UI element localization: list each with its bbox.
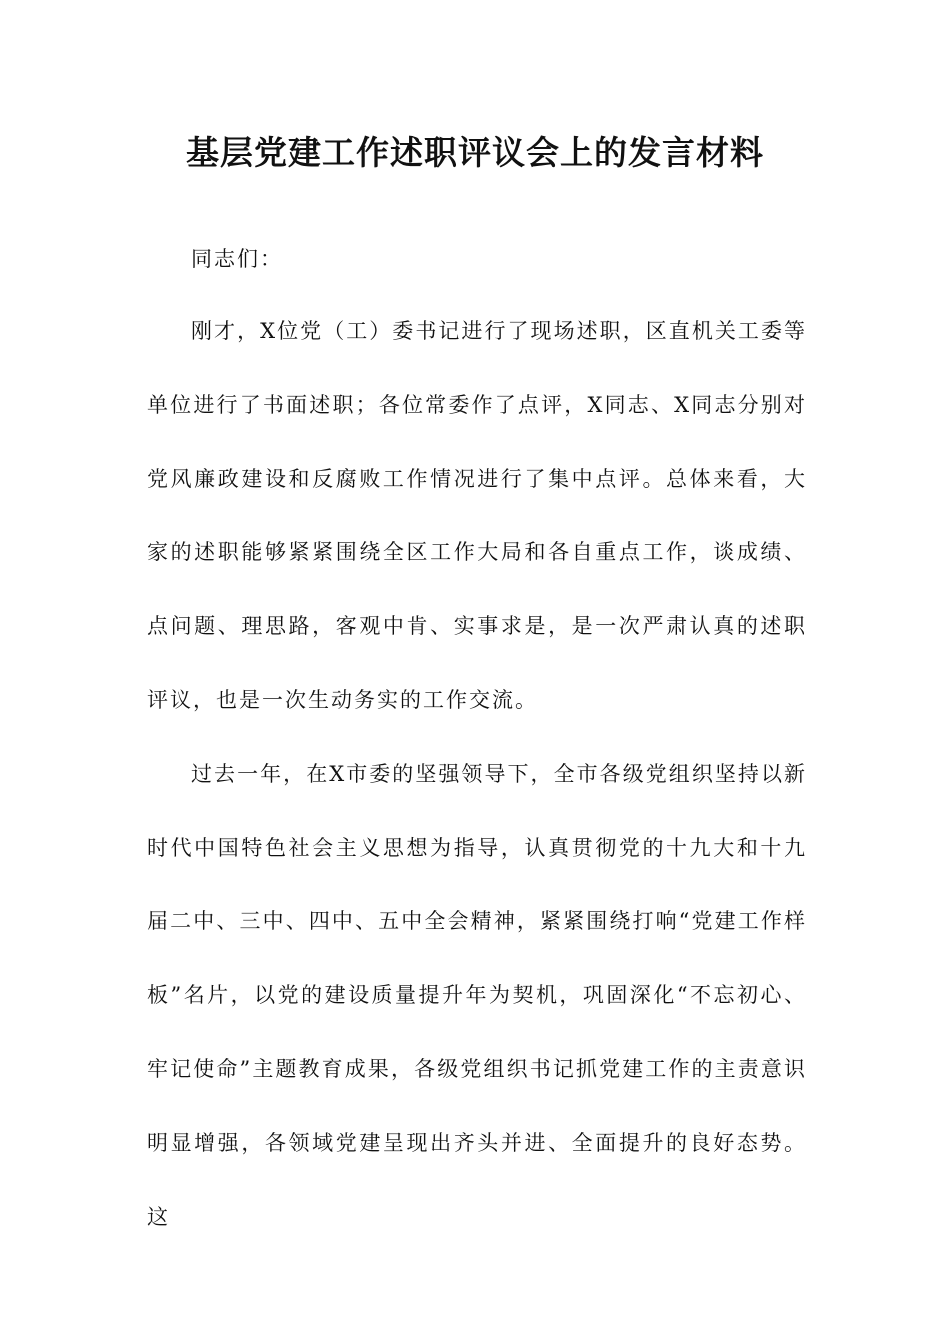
- paragraph-1: 刚才，X位党（工）委书记进行了现场述职，区直机关工委等单位进行了书面述职；各位常委作了点评，X同志、X同志分别对党风廉政建设和反腐败工作情况进行了集中点评。总体来看，大家的述职能够紧紧围绕全区工作大局和各自重点工作，谈成绩、点问题、理思路，客观中肯、实事求是，是一次严肃认真的述职评议，也是一次生动务实的工作交流。: [147, 319, 807, 712]
- greeting-line: 同志们：: [191, 247, 283, 271]
- paragraph-2: 过去一年，在X市委的坚强领导下，全市各级党组织坚持以新时代中国特色社会主义思想为指导，认真贯彻党的十九大和十九届二中、三中、四中、五中全会精神，紧紧围绕打响“党建工作样板”名片，以党的建设质量提升年为契机，巩固深化“不忘初心、牢记使命”主题教育成果，各级党组织书记抓党建工作的主责意识明显增强，各领域党建呈现出齐头并进、全面提升的良好态势。这: [147, 761, 807, 1229]
- document-body: [147, 233, 807, 1254]
- document-title: 基层党建工作述职评议会上的发言材料: [186, 133, 764, 172]
